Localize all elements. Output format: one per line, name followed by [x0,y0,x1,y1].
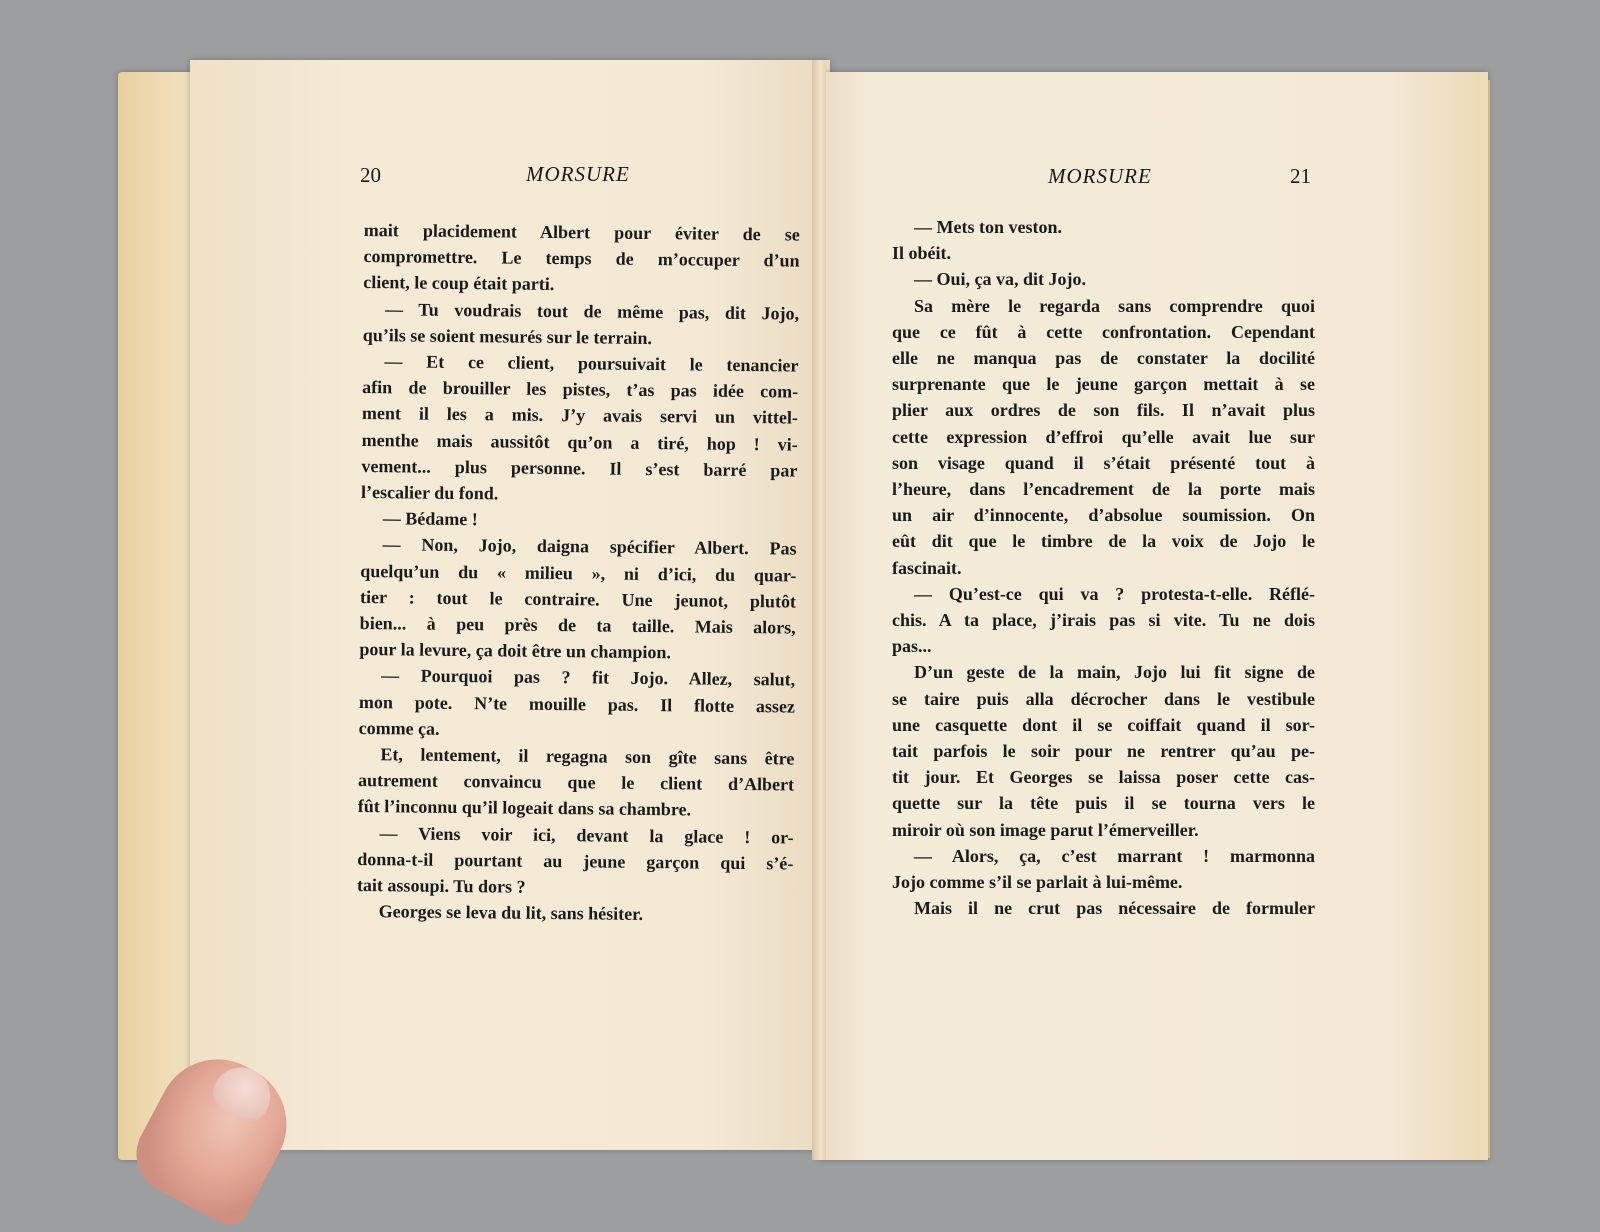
text-line: pas... [892,636,932,657]
text-line: elle ne manqua pas de constater la docilité [892,348,1315,369]
text-line: qu’ils se soient mesurés sur le terrain. [362,324,653,348]
text-line: Mais il ne crut pas nécessaire de formuler [914,898,1315,919]
book-gutter [812,60,826,1160]
text-line: ment il les a mis. J’y avais servi un vittel- [361,403,799,428]
text-line: Il obéit. [892,243,952,264]
text-line: l’heure, dans l’encadrement de la porte mais [892,479,1315,500]
text-line: quelqu’un du « milieu », ni d’ici, du quar- [360,560,797,586]
text-line: l’escalier du fond. [361,482,499,504]
text-line: tait parfois le soir pour ne rentrer qu’au pe- [892,741,1315,762]
text-line: une casquette dont il se coiffait quand il sor- [892,714,1315,735]
text-line: eût dit que le timbre de la voix de Jojo le [892,531,1315,552]
right-page-text [892,214,1315,921]
text-line: autrement convaincu que le client d’Albert [357,770,795,795]
text-line: tier : tout le contraire. Une jeunot, plutôt [359,586,797,612]
text-line: un air d’innocente, d’absolue soumission. On [892,505,1315,526]
text-line: — Oui, ça va, dit Jojo. [914,269,1087,290]
text-line: miroir où son image parut l’émerveiller. [892,819,1199,840]
text-line: mon pote. N’te mouille pas. Il flotte assez [358,691,796,717]
text-line: fascinait. [892,557,962,578]
text-line: pour la levure, ça doit être un champion. [359,639,672,663]
text-line: Jojo comme s’il se parlait à lui-même. [892,872,1183,893]
text-line: Et, lentement, il regagna son gîte sans être [380,744,795,769]
text-line: plier aux ordres de son fils. Il n’avait plus [892,400,1315,421]
right-running-title: MORSURE [1048,164,1152,188]
text-line: comme ça. [358,717,440,739]
text-line: client, le coup était parti. [363,272,555,295]
text-line: cette expression d’effroi qu’elle avait lue sur [892,426,1315,447]
text-line: — Non, Jojo, daigna spécifier Albert. Pas [382,534,797,559]
text-line: — Qu’est-ce qui va ? protesta-t-elle. Réflé- [914,583,1315,604]
text-line: Sa mère le regarda sans comprendre quoi [914,295,1315,316]
text-line: donna-t-il pourtant au jeune garçon qui s’é- [357,848,794,874]
left-page-number: 20 [360,163,381,187]
text-line: compromettre. Le temps de m’occuper d’un [363,246,800,271]
text-line: tait assoupi. Tu dors ? [356,875,526,897]
text-line: afin de brouiller les pistes, t’as pas idée com- [362,377,799,402]
text-line: — Alors, ça, c’est marrant ! marmonna [914,845,1315,866]
text-line: — Mets ton veston. [914,217,1062,237]
text-line: tit jour. Et Georges se laissa poser cette cas- [892,767,1315,788]
right-page-number: 21 [1290,164,1311,188]
text-line: — Et ce client, poursuivait le tenancier [384,351,799,376]
text-line: fût l’inconnu qu’il logeait dans sa chambre. [357,796,692,820]
text-line: son visage quand il s’était présenté tout à [892,452,1315,473]
left-running-title: MORSURE [526,162,630,186]
left-page-text [357,217,800,929]
text-line: que ce fût à cette confrontation. Cependant [892,321,1315,342]
text-line: — Pourquoi pas ? fit Jojo. Allez, salut, [381,665,796,690]
text-line: vement... plus personne. Il s’est barré par [361,455,798,481]
text-line: quette sur la tête puis il se tourna vers le [892,793,1315,814]
text-line: Georges se leva du lit, sans hésiter. [378,901,644,925]
text-line: bien... à peu près de ta taille. Mais alors, [359,613,796,638]
text-line: chis. A ta place, j’irais pas si vite. Tu ne dois [892,610,1315,631]
text-line: se taire puis alla décrocher dans le vestibule [892,688,1315,709]
text-line: surprenante que le jeune garçon mettait à se [892,374,1315,395]
text-line: — Viens voir ici, devant la glace ! or- [379,822,794,848]
text-line: mait placidement Albert pour éviter de se [363,219,800,245]
text-line: — Tu voudrais tout de même pas, dit Jojo, [384,298,800,324]
text-line: D’un geste de la main, Jojo lui fit signe de [914,662,1315,683]
text-line: — Bédame ! [382,508,478,530]
text-line: menthe mais aussitôt qu’on a tiré, hop ! vi- [361,429,798,455]
